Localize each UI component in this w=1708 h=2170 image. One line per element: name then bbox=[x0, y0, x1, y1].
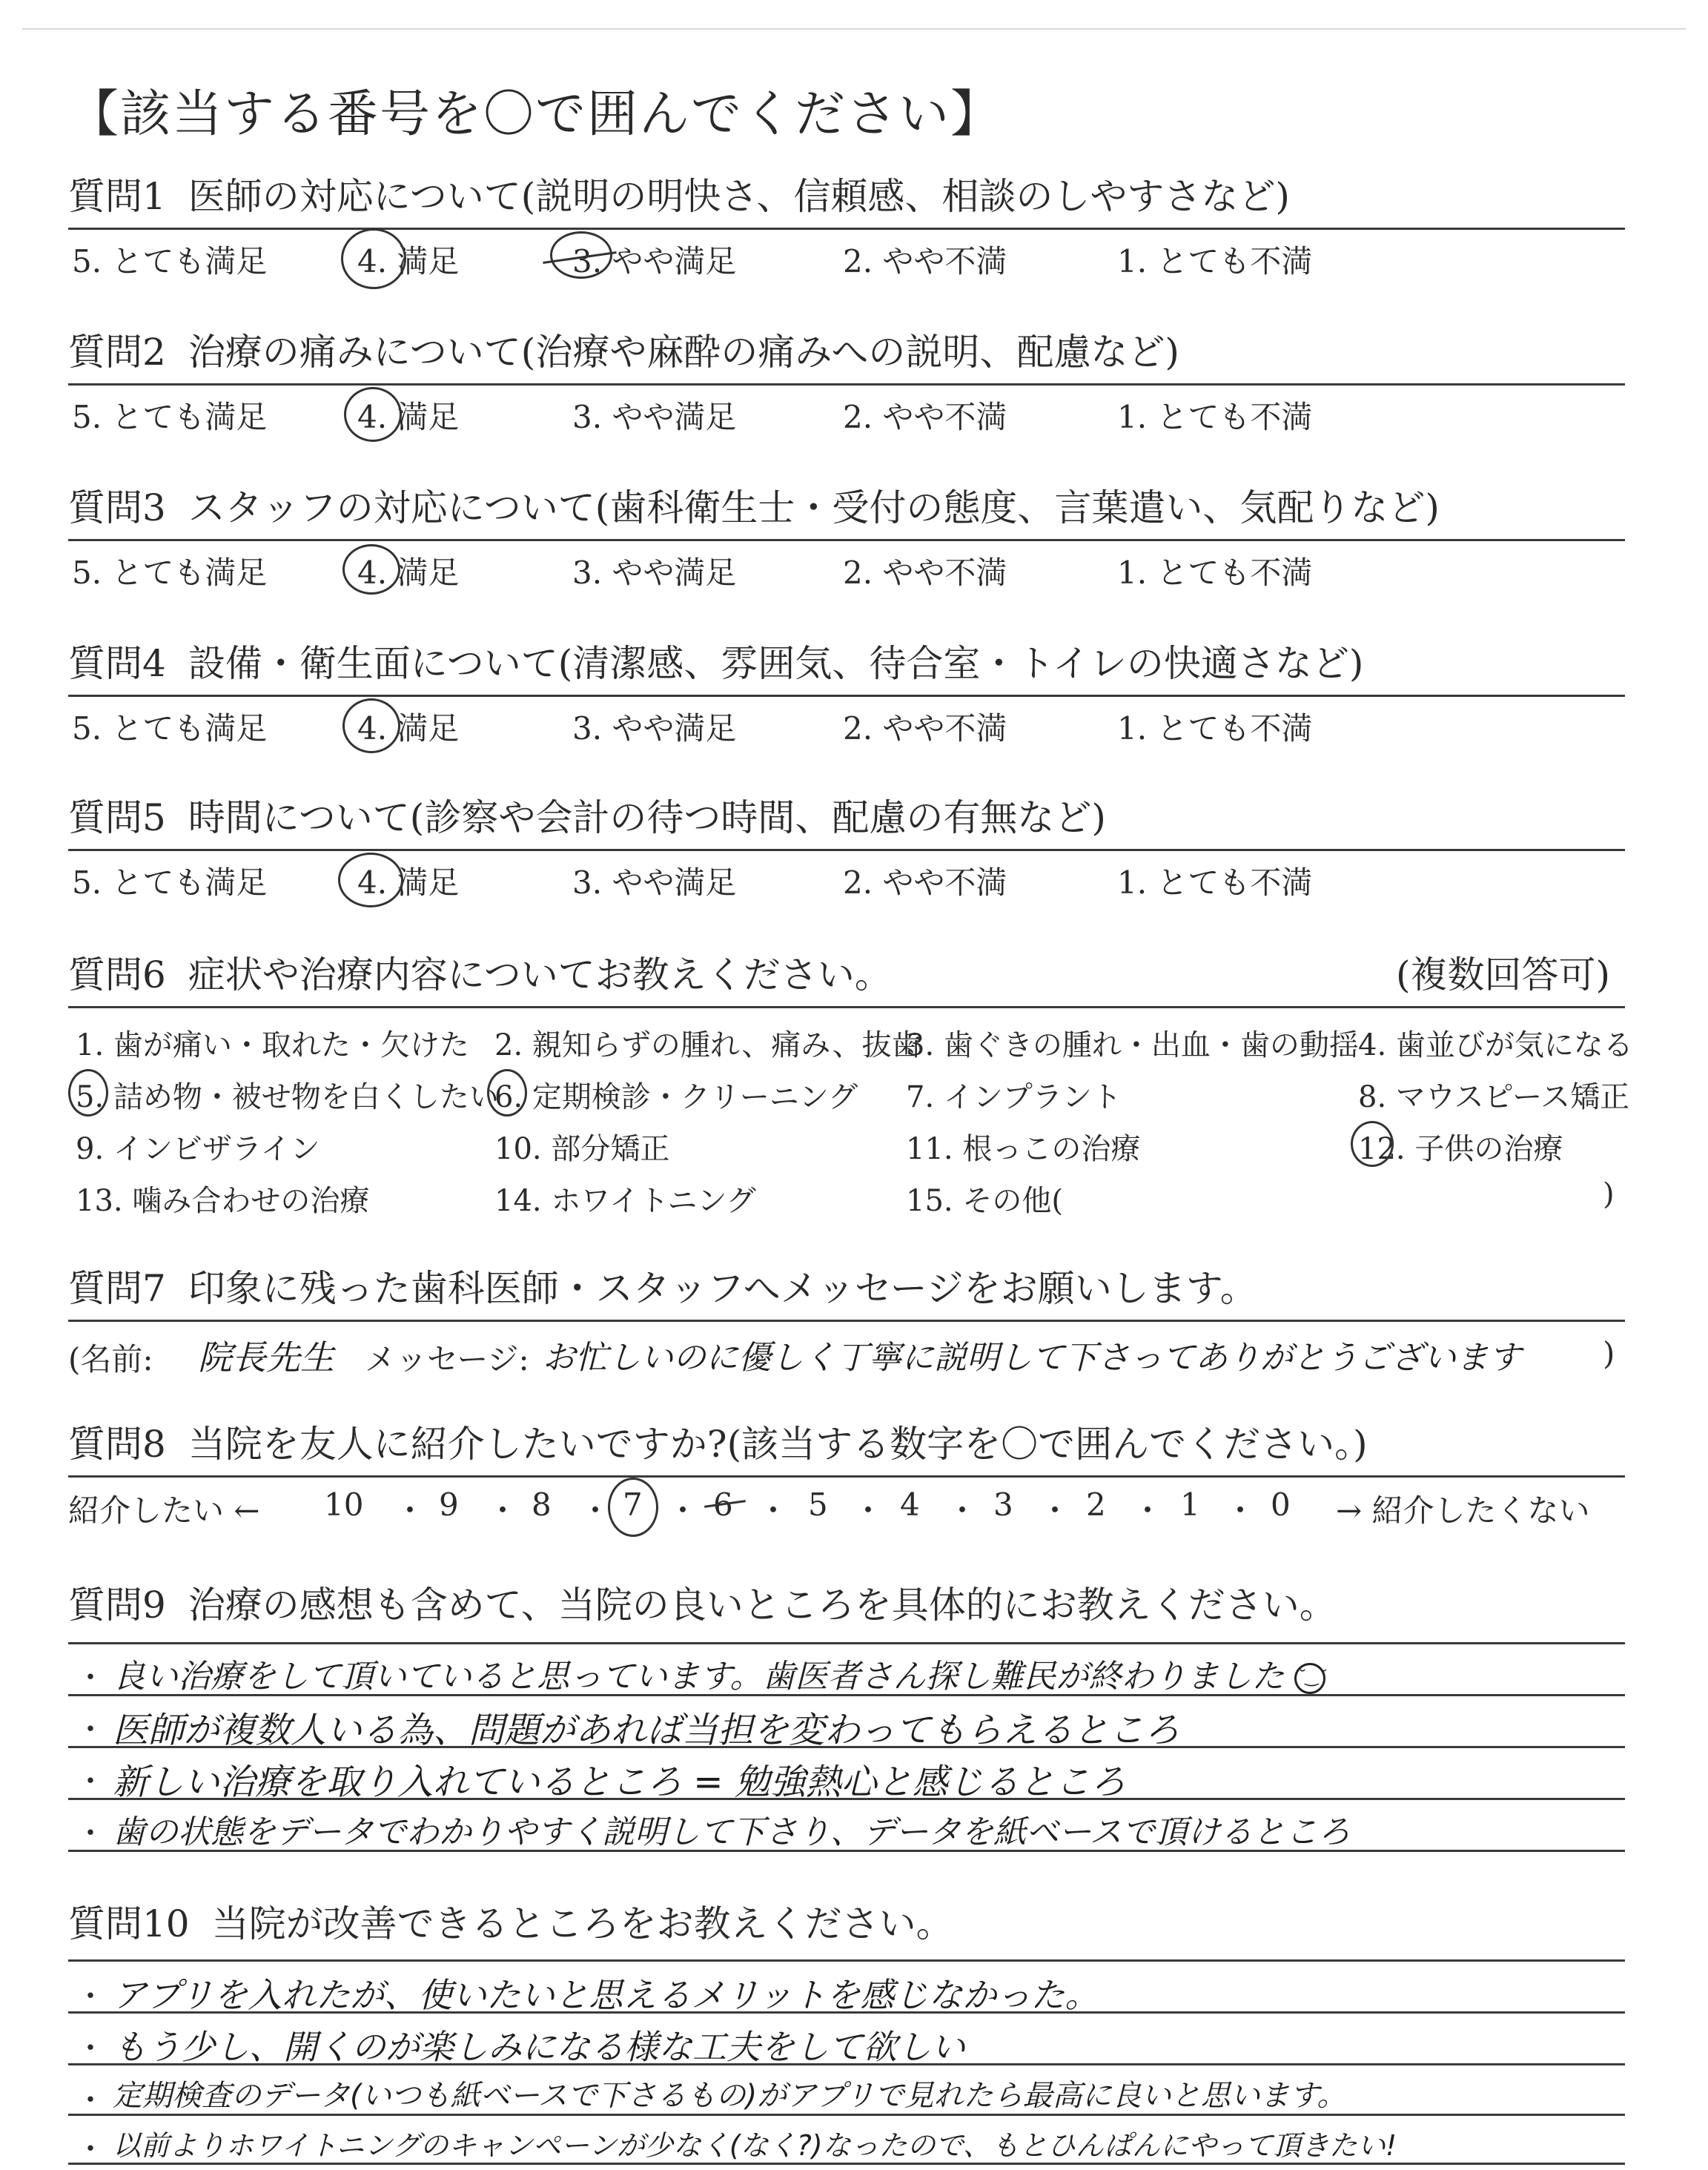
scale-1[interactable]: 1 bbox=[1180, 1486, 1200, 1523]
question-2-title: 質問2 治療の痛みについて(治療や麻酔の痛みへの説明、配慮など) bbox=[68, 322, 1625, 386]
scale-7[interactable]: 7 bbox=[623, 1486, 643, 1523]
option-5[interactable]: 5. とても満足 bbox=[72, 399, 268, 435]
ruled-line bbox=[68, 1959, 1625, 1962]
option-1[interactable]: 1. とても不満 bbox=[1117, 555, 1313, 591]
option-2[interactable]: 2. やや不満 bbox=[843, 243, 1007, 279]
symptom-option[interactable]: 8. マウスピース矯正 bbox=[1358, 1080, 1630, 1114]
other-close-paren: ) bbox=[1603, 1177, 1615, 1211]
recommend-right-label: → 紹介したくない bbox=[1336, 1492, 1590, 1529]
option-3[interactable]: 3. やや満足 bbox=[572, 710, 737, 747]
selection-circle bbox=[1351, 1121, 1394, 1167]
answer-line: 良い治療をして頂いていると思っています。歯医者さん探し難民が終わりました ˘‿˘ bbox=[113, 1658, 1327, 1696]
answer-line: 新しい治療を取り入れているところ = 勉強熱心と感じるところ bbox=[113, 1762, 1126, 1803]
option-1[interactable]: 1. とても不満 bbox=[1117, 710, 1313, 747]
smiley-icon: ˘‿˘ bbox=[1294, 1663, 1325, 1694]
selection-circle bbox=[68, 1069, 108, 1117]
option-5[interactable]: 5. とても満足 bbox=[72, 555, 268, 591]
selection-circle bbox=[341, 228, 406, 289]
question-6 bbox=[68, 945, 1633, 1231]
option-5[interactable]: 5. とても満足 bbox=[72, 243, 268, 279]
question-8-title: 質問8 当院を友人に紹介したいですか?(該当する数字を〇で囲んでください。) bbox=[68, 1415, 1625, 1478]
question-10 bbox=[68, 1894, 1625, 2170]
selection-circle bbox=[487, 1069, 527, 1117]
message-close-paren: ) bbox=[1603, 1335, 1615, 1372]
top-border bbox=[22, 28, 1686, 30]
question-1-options bbox=[68, 230, 1625, 282]
option-1[interactable]: 1. とても不満 bbox=[1117, 243, 1313, 279]
question-3-title: 質問3 スタッフの対応について(歯科衛生士・受付の態度、言葉遣い、気配りなど) bbox=[68, 478, 1625, 541]
scale-4[interactable]: 4 bbox=[900, 1486, 920, 1523]
question-7-title: 質問7 印象に残った歯科医師・スタッフへメッセージをお願いします。 bbox=[68, 1259, 1625, 1322]
question-4-options bbox=[68, 697, 1625, 749]
symptom-option[interactable]: 1. 歯が痛い・取れた・欠けた bbox=[76, 1028, 469, 1062]
message-value[interactable]: お忙しいのに優しく丁寧に説明して下さってありがとうございます bbox=[543, 1339, 1521, 1377]
option-1[interactable]: 1. とても不満 bbox=[1117, 399, 1313, 435]
symptom-option[interactable]: 11. 根っこの治療 bbox=[906, 1132, 1141, 1166]
question-9 bbox=[68, 1575, 1625, 1859]
question-9-answers: ・ ・ ・ ・ 良い治療をして頂いていると思っています。歯医者さん探し難民が終わりました ˘‿˘ 医師が複数人いる為、問題があれば当担を変わってもらえるところ 新しい治療を取り入れているところ = 勉強熱心と感じるところ 歯の状態をデータでわかりやすく説明して下さり、データを紙ベースで頂けるところ bbox=[68, 1636, 1625, 1859]
option-3[interactable]: 3. やや満足 bbox=[572, 399, 737, 435]
page-heading: 【該当する番号を〇で囲んでください】 bbox=[68, 85, 1003, 144]
answer-line: 医師が複数人いる為、問題があれば当担を変わってもらえるところ bbox=[113, 1710, 1180, 1751]
scale-9[interactable]: 9 bbox=[439, 1486, 459, 1523]
message-label: メッセージ: bbox=[365, 1341, 529, 1377]
name-label: (名前: bbox=[68, 1341, 153, 1377]
question-7-answer bbox=[68, 1322, 1625, 1381]
question-5-title: 質問5 時間について(診察や会計の待つ時間、配慮の有無など) bbox=[68, 788, 1625, 851]
answer-line: 定期検査のデータ(いつも紙ベースで下さるもの)がアプリで見れたら最高に良いと思います。 bbox=[113, 2079, 1347, 2113]
question-2 bbox=[68, 322, 1625, 437]
option-4[interactable]: 4. 満足 bbox=[357, 864, 460, 901]
symptom-option[interactable]: 2. 親知らずの腫れ、痛み、抜歯 bbox=[494, 1028, 921, 1062]
option-4[interactable]: 4. 満足 bbox=[357, 399, 460, 435]
symptom-option[interactable]: 13. 噛み合わせの治療 bbox=[76, 1184, 370, 1218]
option-3[interactable]: 3. やや満足 bbox=[572, 555, 737, 591]
option-5[interactable]: 5. とても満足 bbox=[72, 710, 268, 747]
symptom-option[interactable]: 5. 詰め物・被せ物を白くしたい bbox=[76, 1080, 499, 1114]
symptom-option[interactable]: 4. 歯並びが気になる bbox=[1358, 1028, 1633, 1062]
question-9-title: 質問9 治療の感想も含めて、当院の良いところを具体的にお教えください。 bbox=[68, 1584, 1337, 1627]
option-3[interactable]: 3. やや満足 bbox=[572, 864, 737, 901]
option-3[interactable]: 3. やや満足 bbox=[572, 243, 737, 279]
selection-circle bbox=[338, 853, 403, 907]
option-2[interactable]: 2. やや不満 bbox=[843, 710, 1007, 747]
selection-circle bbox=[344, 387, 402, 442]
question-10-title: 質問10 当院が改善できるところをお教えください。 bbox=[68, 1902, 953, 1945]
scale-0[interactable]: 0 bbox=[1271, 1486, 1291, 1523]
symptom-option[interactable]: 6. 定期検診・クリーニング bbox=[494, 1080, 858, 1114]
symptom-option[interactable]: 9. インビザライン bbox=[76, 1132, 320, 1166]
answer-line: アプリを入れたが、使いたいと思えるメリットを感じなかった。 bbox=[113, 1975, 1099, 2015]
option-4[interactable]: 4. 満足 bbox=[357, 555, 460, 591]
option-2[interactable]: 2. やや不満 bbox=[843, 555, 1007, 591]
question-5-options bbox=[68, 851, 1625, 903]
option-5[interactable]: 5. とても満足 bbox=[72, 864, 268, 901]
question-8 bbox=[68, 1415, 1625, 1537]
symptom-option[interactable]: 15. その他( bbox=[906, 1184, 1063, 1218]
option-4[interactable]: 4. 満足 bbox=[357, 243, 460, 279]
answer-line: 歯の状態をデータでわかりやすく説明して下さり、データを紙ベースで頂けるところ bbox=[113, 1813, 1351, 1851]
scale-10[interactable]: 10 bbox=[324, 1486, 364, 1523]
scale-2[interactable]: 2 bbox=[1086, 1486, 1106, 1523]
symptom-option[interactable]: 10. 部分矯正 bbox=[494, 1132, 670, 1166]
option-2[interactable]: 2. やや不満 bbox=[843, 864, 1007, 901]
scale-3[interactable]: 3 bbox=[993, 1486, 1013, 1523]
name-value[interactable]: 院長先生 bbox=[198, 1337, 334, 1377]
option-1[interactable]: 1. とても不満 bbox=[1117, 864, 1313, 901]
symptom-option[interactable]: 14. ホワイトニング bbox=[494, 1184, 756, 1218]
scale-6[interactable]: 6 bbox=[713, 1486, 733, 1523]
symptom-option[interactable]: 12. 子供の治療 bbox=[1358, 1132, 1563, 1166]
question-6-options bbox=[68, 1008, 1633, 1231]
selection-circle bbox=[342, 544, 400, 595]
scale-5[interactable]: 5 bbox=[808, 1486, 828, 1523]
option-4[interactable]: 4. 満足 bbox=[357, 710, 460, 747]
question-4-title: 質問4 設備・衛生面について(清潔感、雰囲気、待合室・トイレの快適さなど) bbox=[68, 634, 1625, 697]
selection-circle bbox=[608, 1478, 658, 1537]
symptom-option[interactable]: 3. 歯ぐきの腫れ・出血・歯の動揺 bbox=[906, 1028, 1359, 1062]
question-3-options bbox=[68, 541, 1625, 593]
question-2-options bbox=[68, 386, 1625, 437]
question-6-title: 質問6 症状や治療内容についてお教えください。 (複数回答可) bbox=[68, 945, 1625, 1008]
multiple-answer-note: (複数回答可) bbox=[1395, 953, 1610, 996]
question-1-title: 質問1 医師の対応について(説明の明快さ、信頼感、相談のしやすさなど) bbox=[68, 167, 1625, 230]
scale-8[interactable]: 8 bbox=[532, 1486, 552, 1523]
option-2[interactable]: 2. やや不満 bbox=[843, 399, 1007, 435]
answer-line: もう少し、開くのが楽しみになる様な工夫をして欲しい bbox=[113, 2027, 965, 2067]
question-7 bbox=[68, 1259, 1625, 1381]
question-3 bbox=[68, 478, 1625, 593]
question-4 bbox=[68, 634, 1625, 749]
question-1 bbox=[68, 167, 1625, 282]
selection-circle bbox=[342, 698, 400, 753]
symptom-option[interactable]: 7. インプラント bbox=[906, 1080, 1122, 1114]
answer-line: 以前よりホワイトニングのキャンペーンが少なく(なく?)なったので、もとひんぱんにやって頂きたい! bbox=[113, 2129, 1397, 2162]
recommend-scale: 紹介したい ← 10 ・ 9 ・ 8 ・ 7 ・ 6 ・ 5 ・ 4 ・ 3 ・ 2 ・ 1 ・ 0 → 紹介したくない bbox=[68, 1478, 1625, 1537]
ruled-line bbox=[68, 1642, 1625, 1644]
recommend-left-label: 紹介したい ← bbox=[68, 1492, 260, 1529]
question-5 bbox=[68, 788, 1625, 903]
question-10-answers: ・ ・ ・ ・ アプリを入れたが、使いたいと思えるメリットを感じなかった。 もう少し、開くのが楽しみになる様な工夫をして欲しい 定期検査のデータ(いつも紙ベースで下さるもの)がアプリで見れたら最高に良いと思います。 以前よりホワイトニングのキャンペーンが少なく(なく?)なったので、もとひんぱんにやって頂きたい! bbox=[68, 1955, 1625, 2170]
